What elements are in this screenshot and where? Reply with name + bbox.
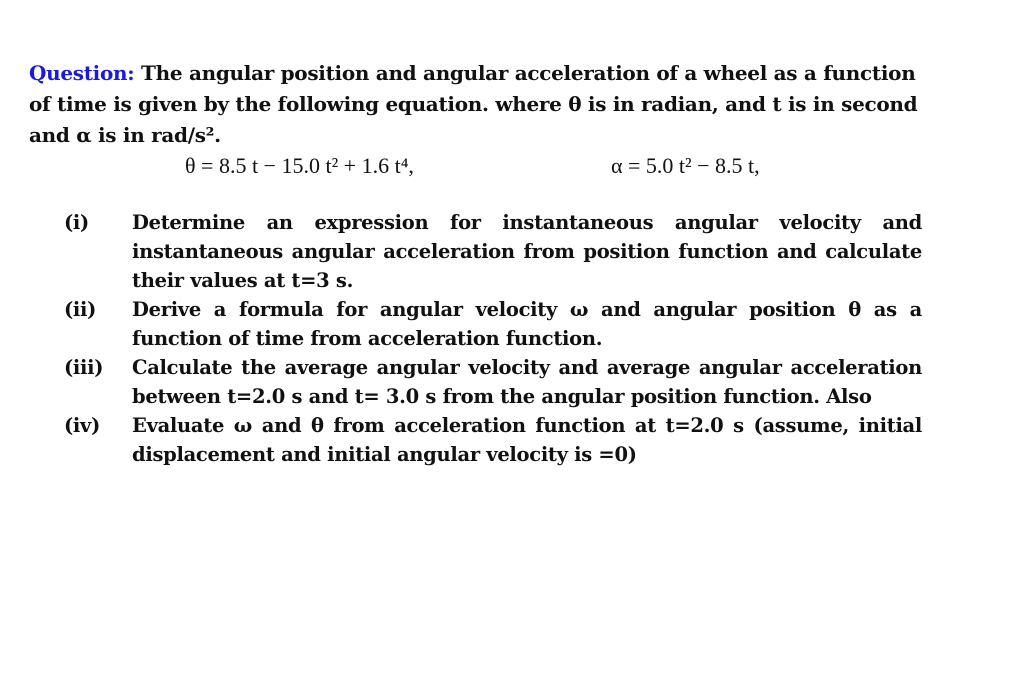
sub-question-item bbox=[29, 295, 929, 353]
question-document bbox=[29, 58, 929, 469]
sub-question-number: (ii) bbox=[64, 298, 97, 321]
sub-question-text: Derive a formula for angular velocity ω and angular position θ as a function of time from acceleration function. bbox=[132, 298, 922, 350]
sub-question-text: Evaluate ω and θ from acceleration function at t=2.0 s (assume, initial displacement and initial angular velocity is =0) bbox=[132, 414, 922, 466]
sub-question-number: (iv) bbox=[64, 414, 100, 437]
sub-question-text: Calculate the average angular velocity and average angular acceleration between t=2.0 s and t= 3.0 s from the angular position function. Also bbox=[132, 356, 922, 408]
sub-question-item bbox=[29, 208, 929, 295]
question-text: The angular position and angular acceleration of a wheel as a function of time is given by the following equation. where θ is in radian, and t is in second and α is in rad/s². bbox=[29, 61, 918, 147]
sub-question-item bbox=[29, 411, 929, 469]
alpha-equation: α = 5.0 t² − 8.5 t, bbox=[611, 153, 760, 178]
sub-question-item bbox=[29, 353, 929, 411]
sub-question-number: (i) bbox=[64, 211, 89, 234]
equations-row bbox=[29, 153, 929, 193]
sub-question-text: Determine an expression for instantaneous angular velocity and instantaneous angular acceleration from position function and calculate their values at t=3 s. bbox=[132, 211, 922, 292]
sub-question-list bbox=[29, 208, 929, 469]
question-label: Question: bbox=[29, 61, 135, 85]
sub-question-number: (iii) bbox=[64, 356, 104, 379]
theta-equation: θ = 8.5 t − 15.0 t² + 1.6 t⁴, bbox=[185, 153, 414, 178]
question-intro bbox=[29, 58, 929, 151]
